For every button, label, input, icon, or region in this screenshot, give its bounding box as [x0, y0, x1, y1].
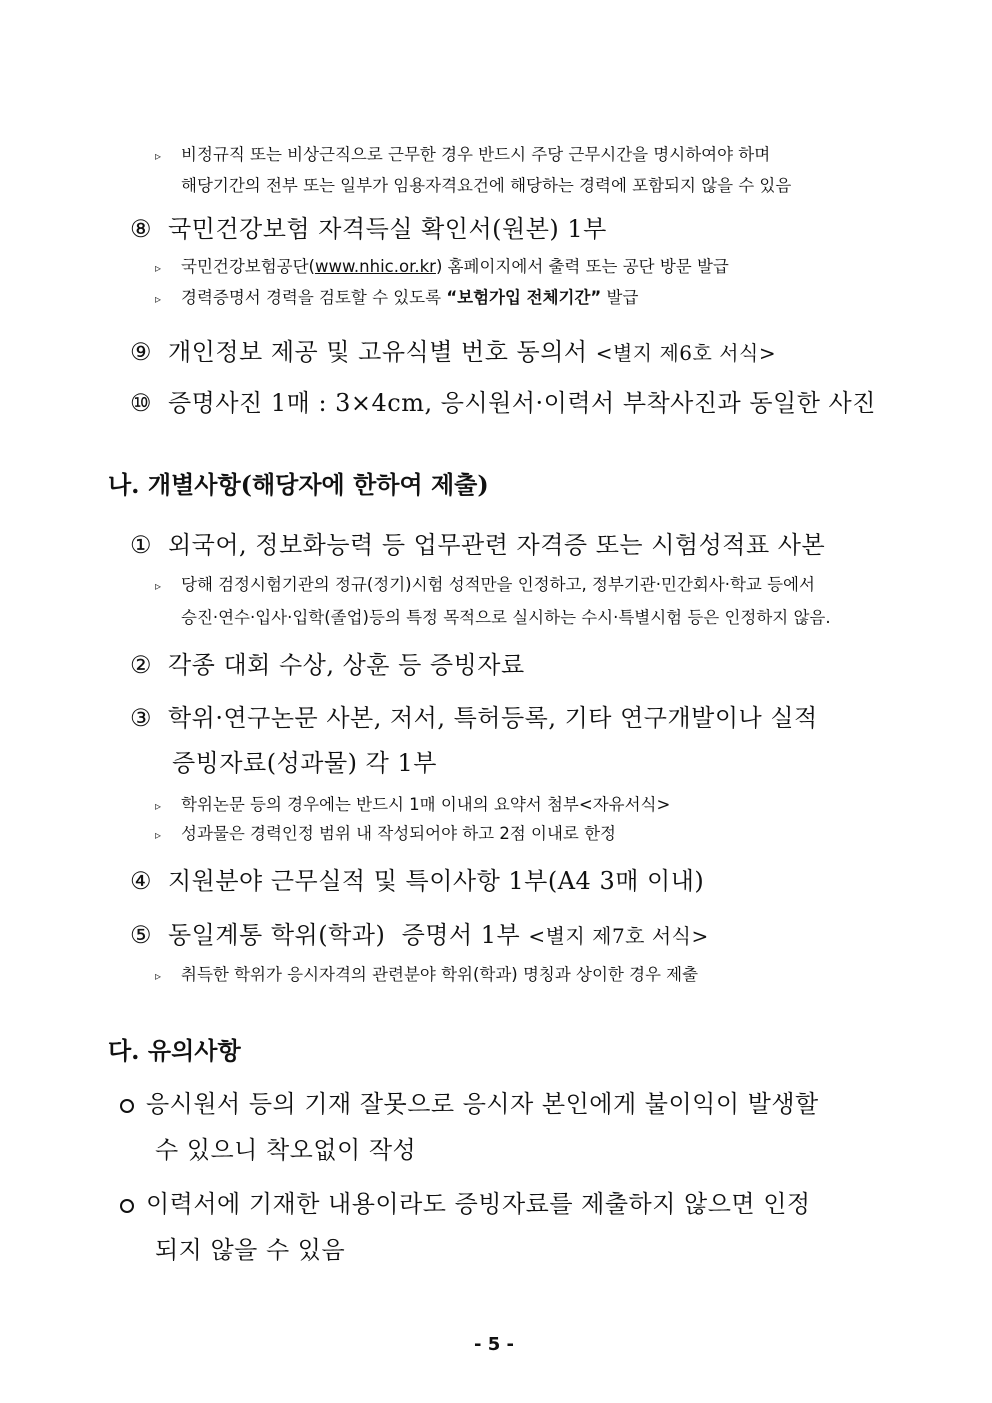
item-10: ⑩ 증명사진 1매 : 3×4cm, 응시원서·이력서 부착사진과 동일한 사진 — [130, 389, 876, 417]
note-part-time-cont: 해당기간의 전부 또는 일부가 임용자격요건에 해당하는 경력에 포함되지 않을 수 있음 — [181, 176, 792, 195]
item-a3-cont: 증빙자료(성과물) 각 1부 — [172, 749, 437, 777]
item-number: ③ — [130, 704, 153, 732]
note-nhic: ▹ 국민건강보험공단(www.nhic.or.kr) 홈페이지에서 출력 또는 공단 방문 발급 — [155, 257, 729, 276]
triangle-marker-icon: ▹ — [155, 292, 162, 306]
item-number: ⑨ — [130, 338, 153, 366]
caution-1-cont: 수 있으니 착오없이 작성 — [155, 1136, 417, 1164]
nhic-link[interactable]: www.nhic.or.kr — [314, 257, 436, 276]
note-outcome-limit: ▹ 성과물은 경력인정 범위 내 작성되어야 하고 2점 이내로 한정 — [155, 824, 616, 843]
circle-bullet-icon — [120, 1099, 134, 1113]
item-8: ⑧ 국민건강보험 자격득실 확인서(원본) 1부 — [130, 215, 607, 243]
item-number: ⑩ — [130, 389, 153, 417]
item-number: ④ — [130, 867, 153, 895]
item-number: ① — [130, 531, 153, 559]
note-exam-score: ▹ 당해 검정시험기관의 정규(정기)시험 성적만을 인정하고, 정부기관·민간회사·학교 등에서 — [155, 575, 815, 594]
section-heading-cautions: 다. 유의사항 — [108, 1036, 241, 1065]
item-a4: ④ 지원분야 근무실적 및 특이사항 1부(A4 3매 이내) — [130, 867, 705, 895]
triangle-marker-icon: ▹ — [155, 149, 162, 163]
circle-bullet-icon — [120, 1199, 134, 1213]
caution-1: 응시원서 등의 기재 잘못으로 응시자 본인에게 불이익이 발생할 — [120, 1084, 819, 1119]
section-heading-individual: 나. 개별사항(해당자에 한하여 제출) — [108, 470, 489, 499]
note-part-time: ▹ 비정규직 또는 비상근직으로 근무한 경우 반드시 주당 근무시간을 명시하여야 하며 — [155, 145, 771, 164]
page-number: - 5 - — [474, 1334, 514, 1355]
triangle-marker-icon: ▹ — [155, 261, 162, 275]
caution-2: 이력서에 기재한 내용이라도 증빙자료를 제출하지 않으면 인정 — [120, 1184, 811, 1219]
triangle-marker-icon: ▹ — [155, 799, 162, 813]
note-thesis-summary: ▹ 학위논문 등의 경우에는 반드시 1매 이내의 요약서 첨부<자유서식> — [155, 795, 671, 814]
note-degree-mismatch: ▹ 취득한 학위가 응시자격의 관련분야 학위(학과) 명칭과 상이한 경우 제출 — [155, 965, 699, 984]
item-9: ⑨ 개인정보 제공 및 고유식별 번호 동의서 <별지 제6호 서식> — [130, 338, 777, 366]
note-insurance-period: ▹ 경력증명서 경력을 검토할 수 있도록 “보험가입 전체기간” 발급 — [155, 288, 639, 307]
item-a3: ③ 학위·연구논문 사본, 저서, 특허등록, 기타 연구개발이나 실적 — [130, 704, 818, 732]
item-a2: ② 각종 대회 수상, 상훈 등 증빙자료 — [130, 651, 525, 679]
item-a1: ① 외국어, 정보화능력 등 업무관련 자격증 또는 시험성적표 사본 — [130, 531, 826, 559]
form-reference: <별지 제7호 서식> — [528, 924, 709, 948]
caution-2-cont: 되지 않을 수 있음 — [155, 1236, 346, 1264]
item-a5: ⑤ 동일계통 학위(학과) 증명서 1부 <별지 제7호 서식> — [130, 921, 709, 949]
triangle-marker-icon: ▹ — [155, 579, 162, 593]
item-number: ⑤ — [130, 921, 153, 949]
triangle-marker-icon: ▹ — [155, 969, 162, 983]
item-number: ② — [130, 651, 153, 679]
triangle-marker-icon: ▹ — [155, 828, 162, 842]
form-reference: <별지 제6호 서식> — [595, 341, 777, 365]
note-exam-score-cont: 승진·연수·입사·입학(졸업)등의 특정 목적으로 실시하는 수시·특별시험 등은 인정하지 않음. — [181, 608, 831, 627]
item-number: ⑧ — [130, 215, 153, 243]
